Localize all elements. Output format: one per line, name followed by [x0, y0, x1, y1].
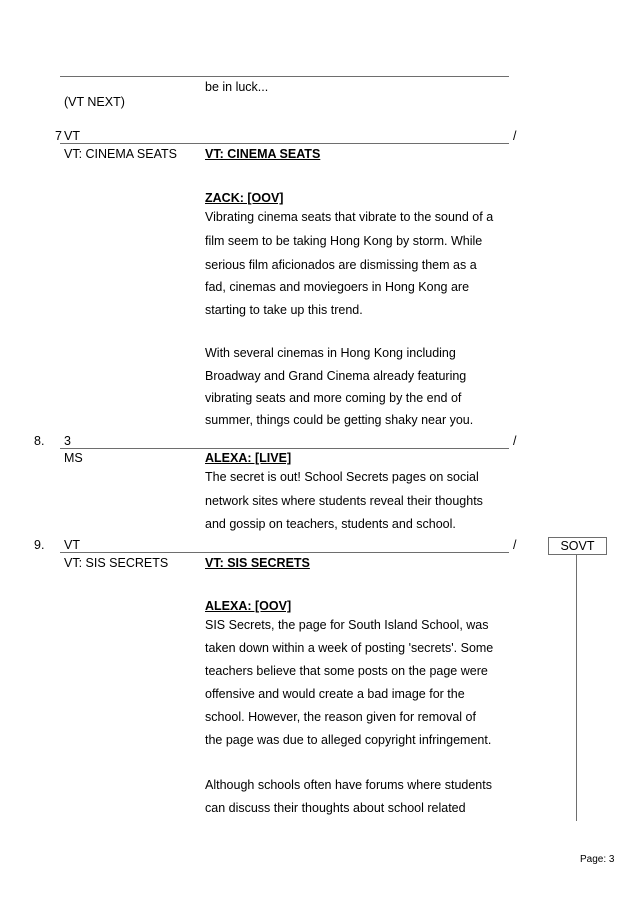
- speaker-cue: ZACK: [OOV]: [205, 191, 284, 205]
- audio-cue-box: SOVT: [548, 537, 607, 555]
- slash-mark: /: [513, 538, 517, 552]
- script-line: film seem to be taking Hong Kong by storm. While: [205, 234, 483, 248]
- divider-line: [60, 76, 509, 77]
- script-line: Broadway and Grand Cinema already featuring: [205, 369, 467, 383]
- script-line: the page was due to alleged copyright infringement.: [205, 733, 492, 747]
- row-number: 8.: [34, 434, 45, 448]
- audio-column-line: [576, 555, 577, 821]
- row-number: 9.: [34, 538, 45, 552]
- script-line: The secret is out! School Secrets pages on social: [205, 470, 479, 484]
- script-line: serious film aficionados are dismissing them as a: [205, 258, 477, 272]
- script-line: can discuss their thoughts about school related: [205, 801, 466, 815]
- divider-line: [60, 552, 509, 553]
- script-line: starting to take up this trend.: [205, 303, 363, 317]
- slash-mark: /: [513, 129, 517, 143]
- script-line: and gossip on teachers, students and school.: [205, 517, 456, 531]
- script-line: SIS Secrets, the page for South Island School, was: [205, 618, 489, 632]
- vt-next-label: (VT NEXT): [64, 95, 125, 109]
- segment-heading: VT: CINEMA SEATS: [205, 147, 321, 161]
- page-number: Page: 3: [580, 854, 615, 865]
- slash-mark: /: [513, 434, 517, 448]
- speaker-cue: ALEXA: [LIVE]: [205, 451, 292, 465]
- shot-code: VT: [64, 129, 80, 143]
- body-text: be in luck...: [205, 80, 269, 94]
- speaker-cue: ALEXA: [OOV]: [205, 599, 292, 613]
- divider-line: [60, 448, 509, 449]
- script-line: taken down within a week of posting 'secrets'. Some: [205, 641, 494, 655]
- shot-code: 3: [64, 434, 71, 448]
- shot-code: VT: [64, 538, 80, 552]
- divider-line: [60, 143, 509, 144]
- visual-cue: VT: SIS SECRETS: [64, 556, 169, 570]
- script-line: With several cinemas in Hong Kong including: [205, 346, 456, 360]
- script-line: vibrating seats and more coming by the end of: [205, 391, 462, 405]
- visual-cue: MS: [64, 451, 83, 465]
- segment-heading: VT: SIS SECRETS: [205, 556, 310, 570]
- row-number: 7: [55, 129, 62, 143]
- script-line: network sites where students reveal their thoughts: [205, 494, 483, 508]
- visual-cue: VT: CINEMA SEATS: [64, 147, 177, 161]
- script-line: Although schools often have forums where students: [205, 778, 492, 792]
- script-line: summer, things could be getting shaky near you.: [205, 413, 474, 427]
- script-line: teachers believe that some posts on the page were: [205, 664, 488, 678]
- script-line: Vibrating cinema seats that vibrate to the sound of a: [205, 210, 494, 224]
- script-line: fad, cinemas and moviegoers in Hong Kong are: [205, 280, 470, 294]
- script-line: school. However, the reason given for removal of: [205, 710, 476, 724]
- script-line: offensive and would create a bad image for the: [205, 687, 465, 701]
